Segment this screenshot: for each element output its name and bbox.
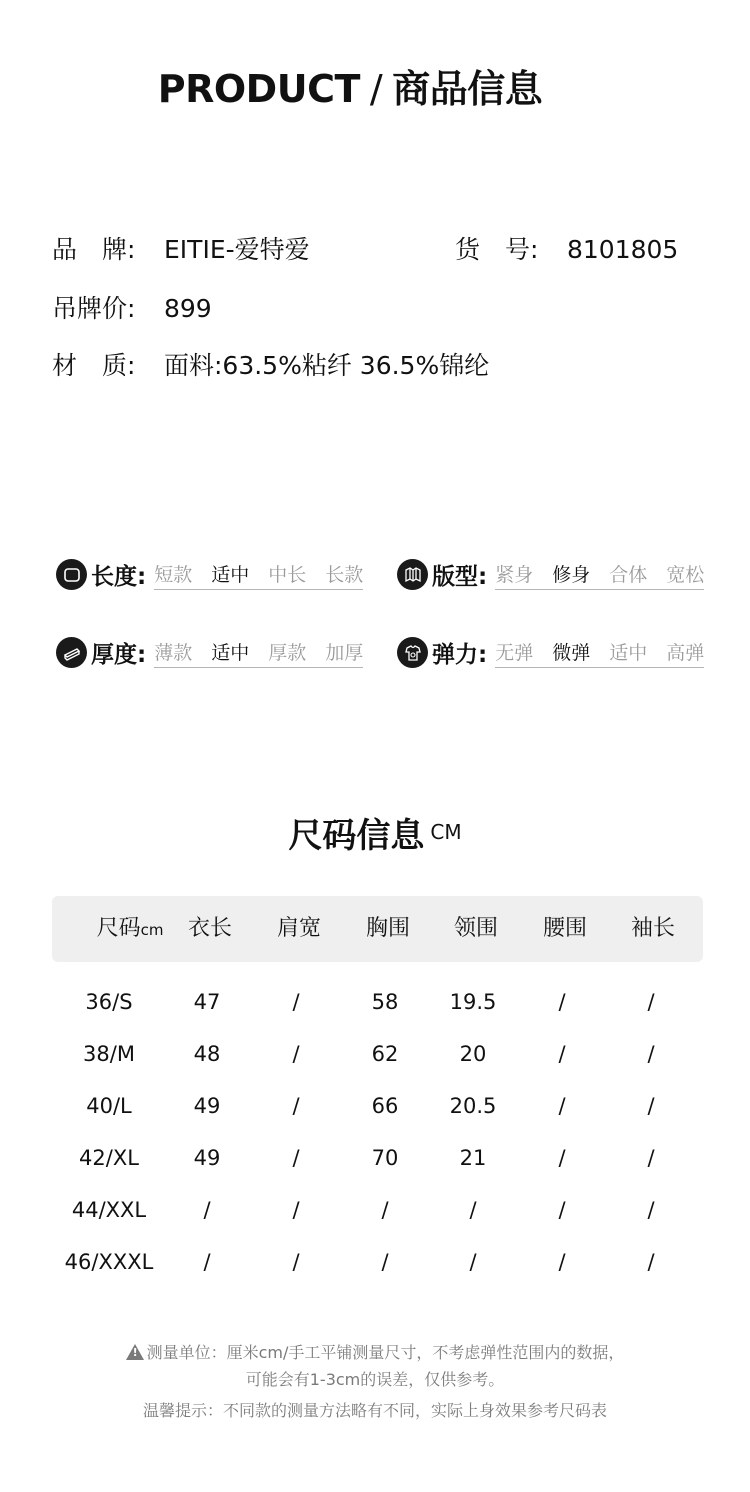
size-cell: 40/L — [86, 1094, 132, 1118]
option: 紧身 — [495, 563, 534, 586]
table-cell: 49 — [193, 1146, 221, 1170]
attribute-label: 弹力: — [432, 642, 488, 668]
option: 中长 — [268, 563, 307, 586]
note-line-1: 测量单位：厘米cm/手工平铺测量尺寸，不考虑弹性范围内的数据， — [146, 1343, 625, 1362]
table-cell: 19.5 — [449, 990, 497, 1014]
option: 厚款 — [268, 641, 307, 664]
column-header: 胸围 — [365, 916, 410, 941]
attribute-thickness — [56, 636, 363, 669]
title-en: PRODUCT — [157, 67, 360, 111]
option-selected: 修身 — [552, 563, 591, 586]
attribute-label: 厚度: — [91, 642, 147, 668]
table-cell: / — [469, 1250, 477, 1274]
option: 无弹 — [495, 641, 534, 664]
table-cell: / — [381, 1198, 389, 1222]
brand-label: 品 牌: — [52, 235, 136, 264]
table-cell: 70 — [371, 1146, 399, 1170]
size-section-title — [0, 808, 750, 857]
size-cell: 38/M — [83, 1042, 135, 1066]
table-cell: / — [558, 990, 566, 1014]
size-cell: 44/XXL — [71, 1198, 147, 1222]
attribute-options — [495, 560, 704, 590]
fit-icon — [397, 559, 428, 590]
price-label: 吊牌价: — [52, 294, 136, 323]
option-selected: 适中 — [211, 641, 250, 664]
option: 合体 — [609, 563, 648, 586]
attribute-fit — [397, 558, 704, 591]
column-header-size: 尺码cm — [96, 916, 164, 941]
option: 加厚 — [325, 641, 364, 664]
table-cell: / — [558, 1250, 566, 1274]
title-cn: 商品信息 — [392, 67, 543, 111]
table-cell: / — [203, 1198, 211, 1222]
sku-value: 8101805 — [567, 235, 679, 264]
table-cell: 62 — [371, 1042, 399, 1066]
size-cell: 36/S — [85, 990, 133, 1014]
column-header: 肩宽 — [276, 916, 321, 941]
table-cell: / — [292, 1250, 300, 1274]
table-cell: / — [647, 1094, 655, 1118]
attribute-options — [495, 638, 704, 668]
attribute-label: 长度: — [91, 564, 147, 590]
table-cell: / — [647, 990, 655, 1014]
option: 适中 — [609, 641, 648, 664]
sku-label: 货 号: — [455, 235, 539, 264]
table-cell: / — [292, 990, 300, 1014]
table-cell: 49 — [193, 1094, 221, 1118]
option: 高弹 — [666, 641, 705, 664]
table-cell: / — [647, 1146, 655, 1170]
table-cell: 20.5 — [449, 1094, 497, 1118]
column-header: 腰围 — [542, 916, 587, 941]
price-row — [52, 289, 212, 325]
material-value: 面料:63.5%粘纤 36.5%锦纶 — [164, 351, 490, 380]
table-cell: 20 — [459, 1042, 487, 1066]
table-cell: / — [469, 1198, 477, 1222]
table-cell: / — [558, 1146, 566, 1170]
sku-row — [455, 230, 678, 266]
attribute-options — [154, 638, 363, 668]
size-cell: 42/XL — [79, 1146, 139, 1170]
table-cell: / — [292, 1094, 300, 1118]
note-line-2: 可能会有1-3cm的误差，仅供参考。 — [245, 1370, 505, 1389]
attribute-length — [56, 558, 363, 591]
option-selected: 微弹 — [552, 641, 591, 664]
option-selected: 适中 — [211, 563, 250, 586]
option: 短款 — [154, 563, 193, 586]
elasticity-icon — [397, 637, 428, 668]
column-header: 领围 — [453, 916, 498, 941]
table-cell: 47 — [193, 990, 221, 1014]
table-cell: / — [292, 1042, 300, 1066]
table-cell: / — [381, 1250, 389, 1274]
material-row — [52, 346, 489, 382]
table-cell: 58 — [371, 990, 399, 1014]
brand-value: EITIE-爱特爱 — [164, 235, 310, 264]
size-table-header — [52, 896, 703, 962]
attribute-label: 版型: — [432, 564, 488, 590]
column-header: 衣长 — [187, 916, 232, 941]
option: 宽松 — [666, 563, 705, 586]
size-unit: CM — [430, 820, 462, 844]
table-cell: / — [292, 1146, 300, 1170]
table-cell: / — [292, 1198, 300, 1222]
size-title: 尺码信息 — [288, 816, 425, 856]
table-cell: / — [203, 1250, 211, 1274]
table-cell: / — [558, 1094, 566, 1118]
attribute-elasticity — [397, 636, 704, 669]
size-cell: 46/XXXL — [64, 1250, 154, 1274]
table-cell: 21 — [459, 1146, 487, 1170]
option: 长款 — [325, 563, 364, 586]
thickness-icon — [56, 637, 87, 668]
column-header-unit: cm — [140, 921, 164, 939]
table-cell: / — [558, 1198, 566, 1222]
page-title — [0, 58, 700, 113]
column-header: 袖长 — [630, 916, 675, 941]
attribute-options — [154, 560, 363, 590]
measurement-note — [0, 1340, 750, 1363]
material-label: 材 质: — [52, 351, 136, 380]
table-cell: / — [558, 1042, 566, 1066]
title-divider: / — [369, 67, 383, 111]
brand-row — [52, 230, 310, 266]
price-value: 899 — [164, 294, 212, 323]
table-cell: / — [647, 1198, 655, 1222]
note-line-3: 温馨提示：不同款的测量方法略有不同，实际上身效果参考尺码表 — [142, 1401, 607, 1420]
length-icon — [56, 559, 87, 590]
warning-icon: ! — [126, 1344, 144, 1360]
table-cell: / — [647, 1250, 655, 1274]
table-cell: 66 — [371, 1094, 399, 1118]
option: 薄款 — [154, 641, 193, 664]
table-cell: 48 — [193, 1042, 221, 1066]
table-cell: / — [647, 1042, 655, 1066]
